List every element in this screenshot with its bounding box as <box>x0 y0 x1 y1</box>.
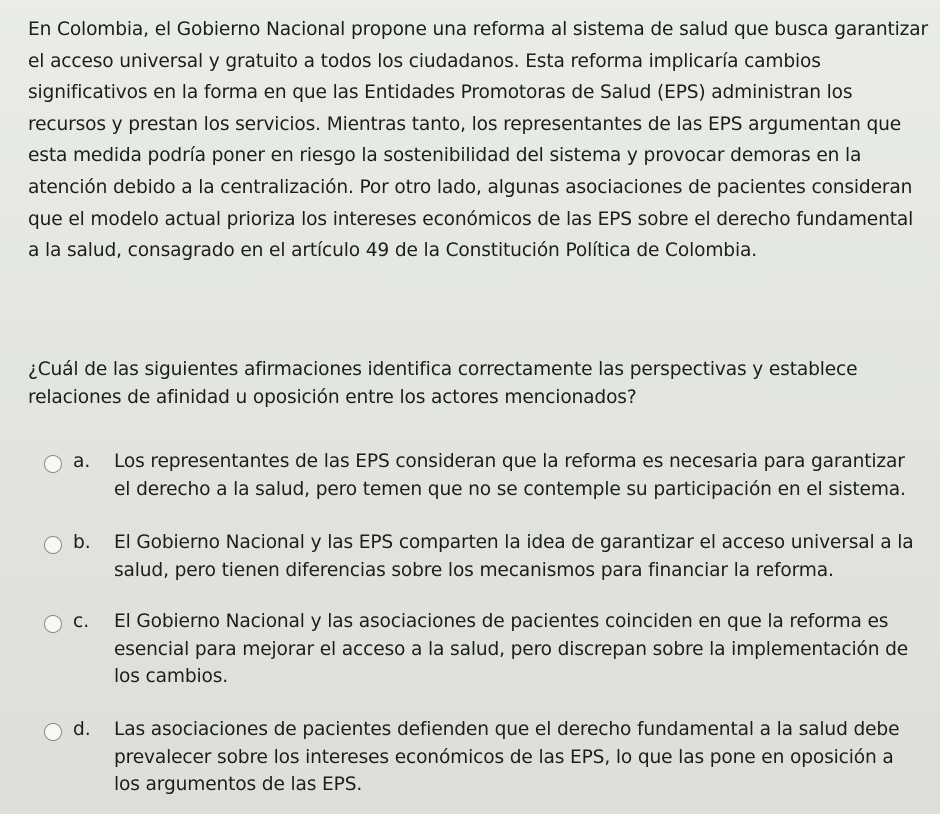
option-c[interactable] <box>44 608 924 691</box>
option-c-radio[interactable] <box>44 615 62 633</box>
option-d-radio[interactable] <box>44 723 62 741</box>
option-b[interactable] <box>44 529 924 584</box>
question-text: ¿Cuál de las siguientes afirmaciones identifica correctamente las perspectivas y establece relaciones de afinidad u oposición entre los actores mencionados? <box>28 359 858 408</box>
passage-text: En Colombia, el Gobierno Nacional propone una reforma al sistema de salud que busca garantizar el acceso universal y gratuito a todos los ciudadanos. Esta reforma implicaría cambios significativos en la forma en que las Entidades Promotoras de Salud (EPS) administran los recursos y prestan los servicios. Mientras tanto, los representantes de las EPS argumentan que esta medida podría poner en riesgo la sostenibilidad del sistema y provocar demoras en la atención debido a la centralización. Por otro lado, algunas asociaciones de pacientes consideran que el modelo actual prioriza los intereses económicos de las EPS sobre el derecho fundamental a la salud, consagrado en el artículo 49 de la Constitución Política de Colombia. <box>28 19 928 262</box>
option-c-letter: c. <box>73 611 90 632</box>
option-d-letter: d. <box>73 719 91 740</box>
option-b-radio[interactable] <box>44 536 62 554</box>
option-a-text: Los representantes de las EPS consideran que la reforma es necesaria para garantizar el derecho a la salud, pero temen que no se contemple su participación en el sistema. <box>114 451 906 500</box>
option-b-text: El Gobierno Nacional y las EPS comparten la idea de garantizar el acceso universal a la salud, pero tienen diferencias sobre los mecanismos para financiar la reforma. <box>114 532 914 581</box>
option-b-letter: b. <box>73 532 91 553</box>
option-d-text: Las asociaciones de pacientes defienden que el derecho fundamental a la salud debe prevalecer sobre los intereses económicos de las EPS, lo que las pone en oposición a los argumentos de las EPS. <box>114 719 900 795</box>
option-c-text: El Gobierno Nacional y las asociaciones de pacientes coinciden en que la reforma es esencial para mejorar el acceso a la salud, pero discrepan sobre la implementación de los cambios. <box>114 611 909 687</box>
option-a-radio[interactable] <box>44 455 62 473</box>
option-a[interactable] <box>44 448 924 503</box>
option-a-letter: a. <box>73 451 91 472</box>
option-d[interactable] <box>44 716 924 799</box>
